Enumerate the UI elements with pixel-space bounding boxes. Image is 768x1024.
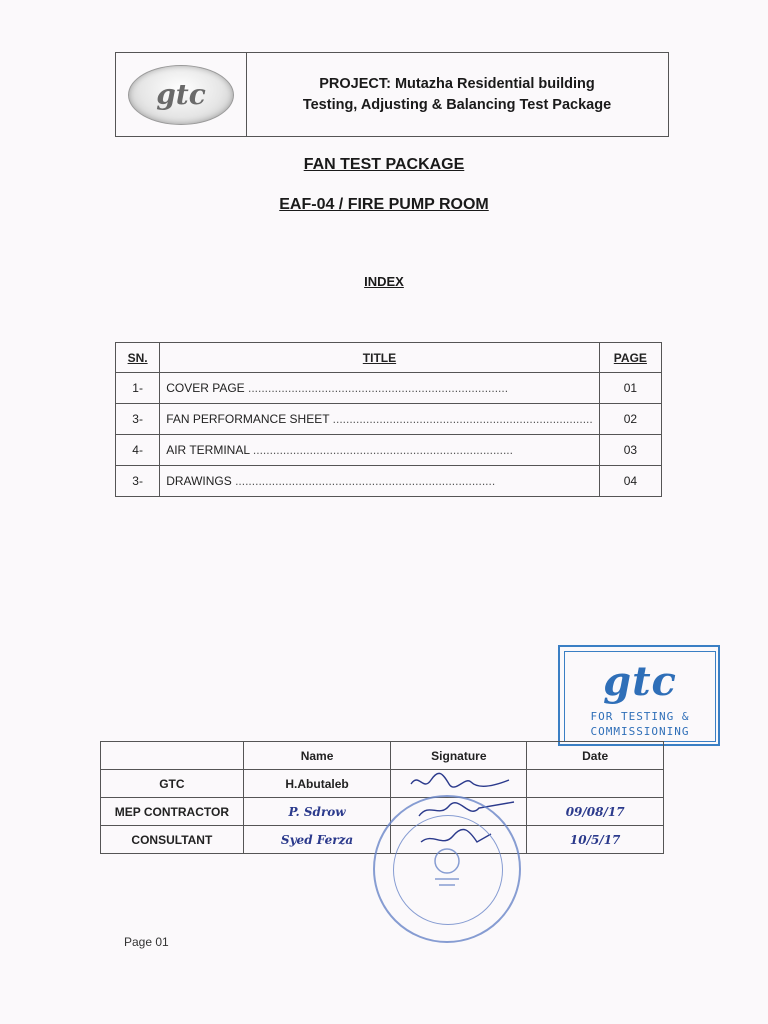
project-name: PROJECT: Mutazha Residential building (319, 75, 595, 92)
company-stamp (558, 645, 720, 746)
row-title-cell (160, 466, 600, 497)
date-cell (527, 770, 664, 798)
index-header-row (116, 343, 662, 373)
party-cell: MEP CONTRACTOR (101, 798, 244, 826)
date-cell: 10/5/17 (527, 826, 664, 854)
stamp-frame (564, 651, 716, 742)
date-cell: 09/08/17 (527, 798, 664, 826)
sn-header: SN. (116, 343, 160, 373)
name-cell: P. Sdrow (243, 798, 391, 826)
row-title-cell (160, 435, 600, 466)
stamp-logo: gtc (603, 658, 677, 705)
party-cell: GTC (101, 770, 244, 798)
signature-header-row (101, 742, 664, 770)
company-logo-text: gtc (156, 78, 206, 111)
table-row (116, 404, 662, 435)
name-cell: Syed Ferza (243, 826, 391, 854)
company-logo (128, 65, 234, 125)
document-title: FAN TEST PACKAGE (303, 156, 465, 173)
row-title: FAN PERFORMANCE SHEET (166, 412, 330, 426)
dot-leader: .............................................................................. (329, 412, 593, 426)
table-row (116, 466, 662, 497)
row-page: 02 (599, 404, 661, 435)
table-row (116, 435, 662, 466)
row-title-cell (160, 373, 600, 404)
dot-leader: .............................................................................. (249, 443, 513, 457)
signature-cell (391, 770, 527, 798)
project-title (246, 53, 668, 136)
title-header: TITLE (160, 343, 600, 373)
page-header: PAGE (599, 343, 661, 373)
row-page: 01 (599, 373, 661, 404)
table-row (116, 373, 662, 404)
index-table (115, 342, 662, 497)
row-sn: 1- (116, 373, 160, 404)
stamp-line-1: FOR TESTING & (590, 710, 690, 723)
index-heading: INDEX (364, 274, 404, 289)
dot-leader: .............................................................................. (244, 381, 509, 395)
handwritten-signature (399, 770, 519, 794)
row-sn: 3- (116, 466, 160, 497)
seal-emblem-icon (427, 845, 467, 893)
row-title: AIR TERMINAL (166, 443, 250, 457)
row-title: COVER PAGE (166, 381, 245, 395)
signature-header: Signature (391, 742, 527, 770)
company-seal (373, 795, 521, 943)
table-row (101, 770, 664, 798)
document-subtitle: EAF-04 / FIRE PUMP ROOM (279, 196, 489, 213)
row-page: 03 (599, 435, 661, 466)
date-header: Date (527, 742, 664, 770)
company-logo-cell (116, 53, 247, 136)
dot-leader: .............................................................................. (231, 474, 496, 488)
row-page: 04 (599, 466, 661, 497)
row-title: DRAWINGS (166, 474, 232, 488)
name-header: Name (243, 742, 391, 770)
row-sn: 3- (116, 404, 160, 435)
project-header (115, 52, 669, 137)
party-header (101, 742, 244, 770)
name-cell: H.Abutaleb (243, 770, 391, 798)
row-sn: 4- (116, 435, 160, 466)
package-name: Testing, Adjusting & Balancing Test Package (302, 96, 612, 113)
table-row (101, 798, 664, 826)
party-cell: CONSULTANT (101, 826, 244, 854)
row-title-cell (160, 404, 600, 435)
stamp-line-2: COMMISSIONING (590, 725, 690, 738)
page-number: Page 01 (124, 935, 169, 949)
